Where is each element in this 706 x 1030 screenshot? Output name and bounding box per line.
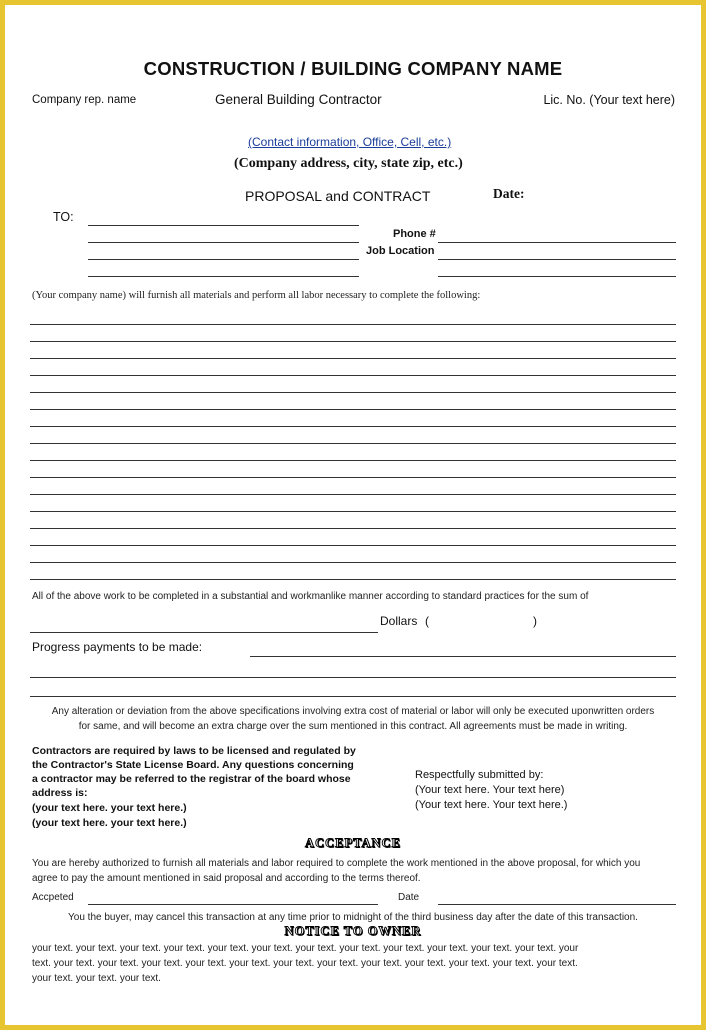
submitted-by-line-1: (Your text here. Your text here) [415,784,565,796]
progress-line-1[interactable] [250,656,676,657]
job-location-label: Job Location [366,245,435,257]
license-number: Lic. No. (Your text here) [543,93,675,107]
phone-line[interactable] [438,242,676,243]
dollars-paren-close: ) [533,614,537,628]
to-line-2[interactable] [88,242,359,243]
to-line-4[interactable] [88,276,359,277]
work-line[interactable] [30,426,676,427]
work-line[interactable] [30,528,676,529]
accepted-date-label: Date [398,892,420,903]
acceptance-text-2: agree to pay the amount mentioned in said proposal and according to the terms thereof. [32,873,421,884]
work-line[interactable] [30,579,676,580]
company-rep-label: Company rep. name [32,94,137,106]
license-notice-line: Contractors are required by laws to be licensed and regulated by [32,745,356,757]
submitted-by-line-2: (Your text here. Your text here.) [415,799,568,811]
work-line[interactable] [30,494,676,495]
dollars-label: Dollars [380,614,418,628]
acceptance-text-1: You are hereby authorized to furnish all materials and labor required to complete the work mentioned in the above proposal, for which you [32,858,641,869]
work-line[interactable] [30,375,676,376]
acceptance-heading: ACCEPTANCE [305,836,401,850]
accepted-date-line[interactable] [438,904,676,905]
contractor-type: General Building Contractor [215,92,382,107]
contact-info-link[interactable]: (Contact information, Office, Cell, etc.) [248,135,452,149]
sum-line[interactable] [30,632,378,633]
notice-body-line: your text. your text. your text. [32,973,161,984]
work-line[interactable] [30,477,676,478]
work-line[interactable] [30,443,676,444]
company-address: (Company address, city, state zip, etc.) [234,156,463,171]
work-line[interactable] [30,460,676,461]
progress-line-2[interactable] [30,677,676,678]
progress-line-3[interactable] [30,696,676,697]
work-line[interactable] [30,409,676,410]
to-line-3[interactable] [88,259,359,260]
notice-body-line: text. your text. your text. your text. your text. your text. your text. your text. your text. your text. your text. your text. your text. [32,958,578,969]
accepted-label: Accpeted [32,892,74,903]
to-line-1[interactable] [88,225,359,226]
work-line[interactable] [30,392,676,393]
license-notice-line: address is: [32,787,88,799]
phone-label: Phone # [393,228,436,240]
progress-payments-label: Progress payments to be made: [32,640,203,654]
work-line[interactable] [30,358,676,359]
work-line[interactable] [30,324,676,325]
submitted-by-label: Respectfully submitted by: [415,769,544,781]
job-location-line-2[interactable] [438,276,676,277]
job-location-line-1[interactable] [438,259,676,260]
work-intro-text: (Your company name) will furnish all materials and perform all labor necessary to complete the following: [32,290,481,301]
date-label: Date: [493,186,525,201]
accepted-signature-line[interactable] [88,904,378,905]
alteration-text-2: for same, and will become an extra charge over the sum mentioned in this contract. All agreements must be made in writing. [78,721,628,732]
work-line[interactable] [30,341,676,342]
license-notice-line: (your text here. your text here.) [32,817,187,829]
completion-text: All of the above work to be completed in a substantial and workmanlike manner according to standard practices for the sum of [32,591,589,602]
license-notice-line: the Contractor's State License Board. Any questions concerning [32,759,354,771]
notice-body-line: your text. your text. your text. your text. your text. your text. your text. your text. your text. your text. your text. your text. your [32,943,579,954]
alteration-text-1: Any alteration or deviation from the above specifications involving extra cost of material or labor will only be executed uponwritten orders [51,706,655,717]
work-line[interactable] [30,511,676,512]
company-name-title: CONSTRUCTION / BUILDING COMPANY NAME [143,58,563,79]
work-line[interactable] [30,545,676,546]
license-notice-line: (your text here. your text here.) [32,802,187,814]
license-notice-line: a contractor may be referred to the registrar of the board whose [32,773,351,785]
notice-to-owner-heading: NOTICE TO OWNER [284,924,422,938]
cancel-notice-text: You the buyer, may cancel this transaction at any time prior to midnight of the third business day after the date of this transaction. [68,912,638,923]
dollars-paren-open: ( [425,614,429,628]
proposal-title: PROPOSAL and CONTRACT [245,188,431,204]
work-line[interactable] [30,562,676,563]
to-label: TO: [53,210,74,224]
